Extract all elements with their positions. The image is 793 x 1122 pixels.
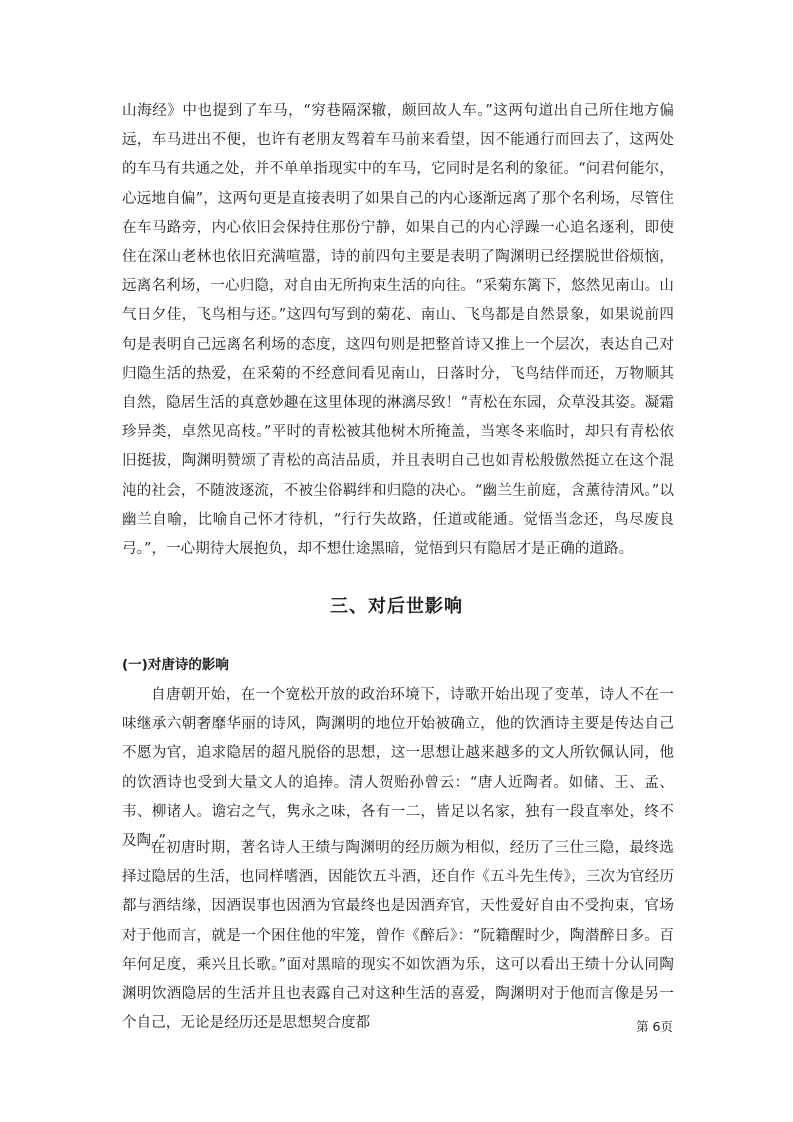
section-heading: 三、对后世影响 (330, 596, 463, 617)
paragraph-text: 自唐朝开始，在一个宽松开放的政治环境下，诗歌开始出现了变革，诗人不在一味继承六朝奢靡华丽的诗风，陶渊明的地位开始被确立，他的饮酒诗主要是传达自己不愿为官，追求隐居的超凡脱俗的思想，这一思想让越来越多的文人所钦佩认同，他的饮酒诗也受到大量文人的追捧。清人贺贻孙曾云：“唐人近陶者。如储、王、孟、韦、柳诸人。谵宕之气，隽永之味，各有一二，皆足以名家，独有一段直率处，终不及陶。” (122, 687, 674, 850)
paragraph-text: 在初唐时期，著名诗人王绩与陶渊明的经历颇为相似，经历了三仕三隐，最终选择过隐居的生活，也同样嗜酒，因能饮五斗酒，还自作《五斗先生传》，三次为官经历都与酒结缘，因酒误事也因酒为官最终也是因酒弃官，天性爱好自由不受拘束，官场对于他而言，就是一个困住他的牢笼，曾作《醉后》：“阮籍醒时少，陶潜醉日多。百年何足度，乘兴且长歌。”面对黑暗的现实不如饮酒为乐，这可以看出王绩十分认同陶渊明饮酒隐居的生活并且也表露自己对这种生活的喜爱，陶渊明对于他而言像是另一个自己，无论是经历还是思想契合度都 (122, 840, 674, 1032)
page-number: 第 6页 (636, 1019, 673, 1034)
paragraph-text: 山海经》中也提到了车马，“穷巷隔深辙，颇回故人车。”这两句道出自己所住地方偏远，车马进出不便，也许有老朋友驾着车马前来看望，因不能通行而回去了，这两处的车马有共通之处，并不单单指现实中的车马，它同时是名利的象征。“问君何能尔，心远地自偏”，这两句更是直接表明了如果自己的内心逐渐远离了那个名利场，尽管住在车马路旁，内心依旧会保持住那份宁静，如果自己的内心浮躁一心追名逐利，即使住在深山老林也依旧充满喧嚣，诗的前四句主要是表明了陶渊明已经摆脱世俗烦恼，远离名利场，一心归隐，对自由无所拘束生活的向往。“采菊东篱下，悠然见南山。山气日夕佳，飞鸟相与还。”这四句写到的菊花、南山、飞鸟都是自然景象，如果说前四句是表明自己远离名利场的态度，这四句则是把整首诗又推上一个层次，表达自己对归隐生活的热爱，在采菊的不经意间看见南山，日落时分，飞鸟结伴而还，万物顺其自然，隐居生活的真意妙趣在这里体现的淋漓尽致！“青松在东园，众草没其姿。凝霜珍异类，卓然见高枝。”平时的青松被其他树木所掩盖，当寒冬来临时，却只有青松依旧挺拔，陶渊明赞颂了青松的高洁品质，并且表明自己也如青松般傲然挺立在这个混沌的社会，不随波逐流，不被尘俗羁绊和归隐的决心。“幽兰生前庭，含薰待清风。”以幽兰自喻，比喻自己怀才待机，“行行失故路，任道或能通。觉悟当念还，鸟尽废良弓。”，一心期待大展抱负，却不想仕途黑暗，觉悟到只有隐居才是正确的道路。 (122, 103, 674, 558)
body-paragraph-wang-ji (122, 834, 674, 1038)
body-paragraph-top (122, 97, 674, 564)
body-paragraph-tang-influence (122, 681, 674, 856)
subsection-heading: (一)对唐诗的影响 (122, 657, 229, 673)
